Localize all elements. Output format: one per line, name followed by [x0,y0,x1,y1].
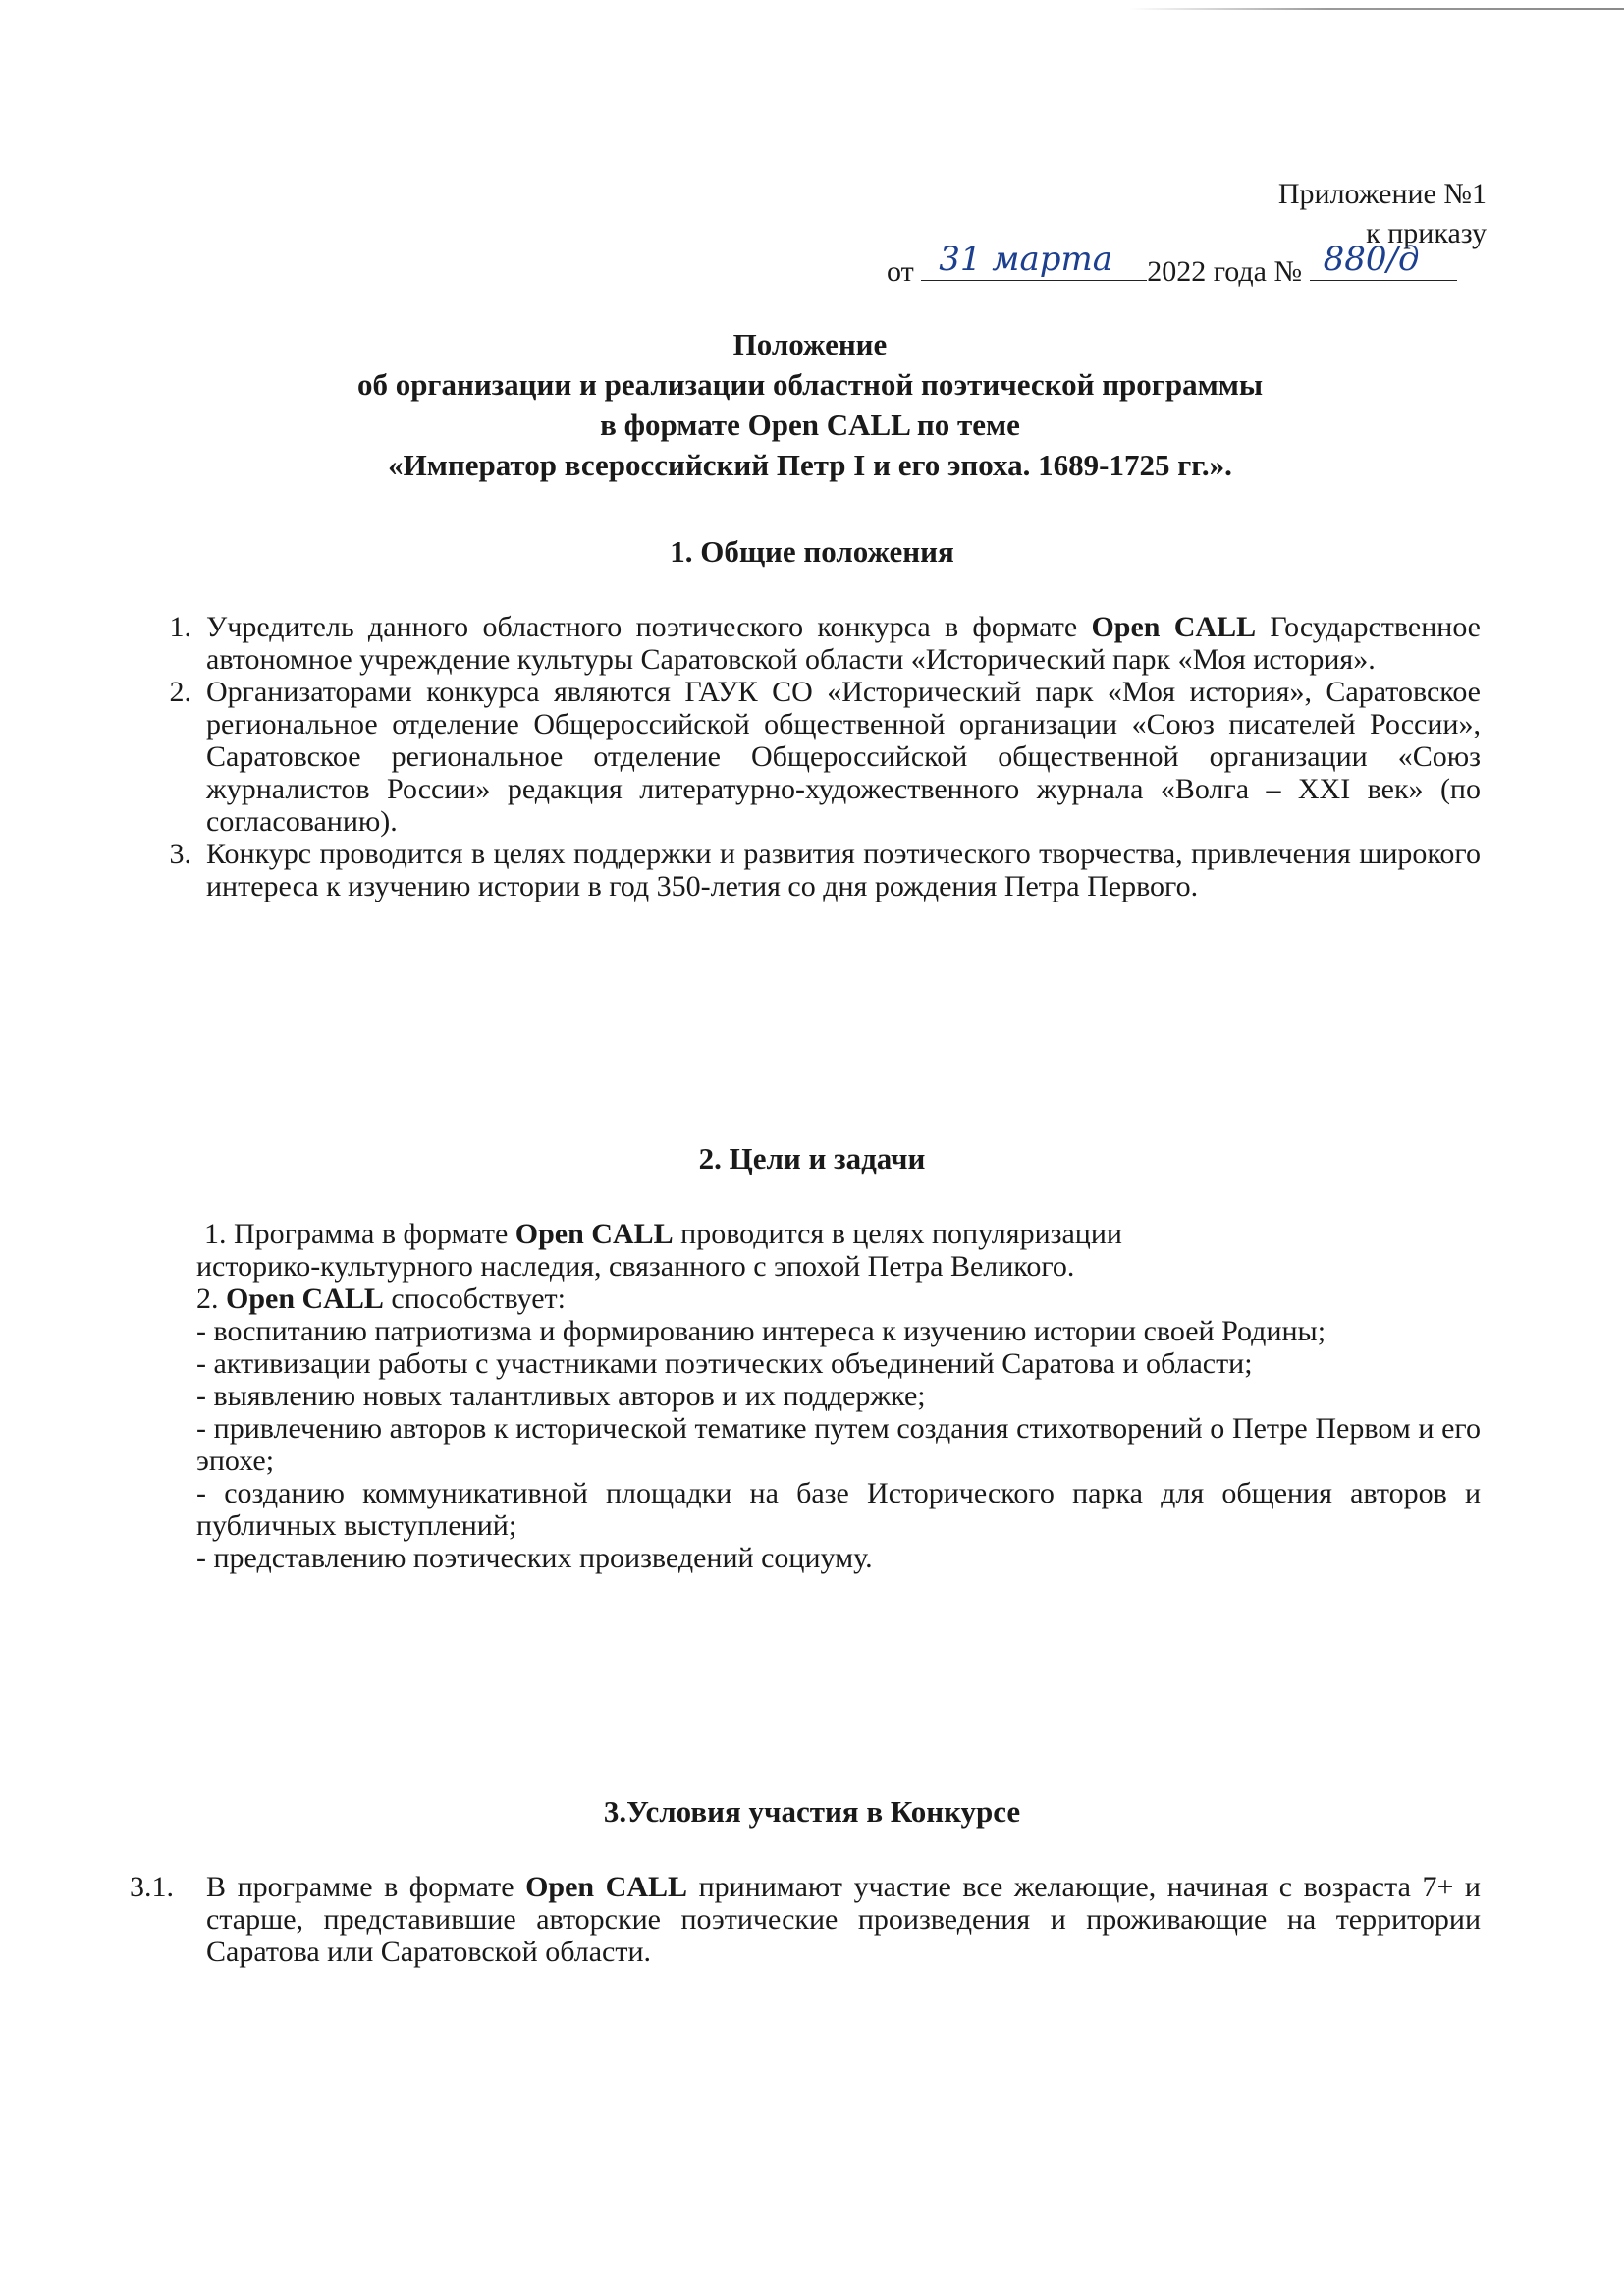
title-line-4: «Император всероссийский Петр I и его эпоха. 1689-1725 гг.». [388,448,1232,482]
p1-text-cont: проводится в целях популяризации [673,1218,1122,1250]
item-text: Организаторами конкурса являются ГАУК СО «Исторический парк «Моя история», Саратовское региональное отделение Общероссийской общественной организации «Союз писателей России», Саратовское региональное отделение Общероссийской общественной организации «Союз журналистов России» редакция литературно-художественного журнала «Волга – XXI век» (по согласованию). [206,676,1481,838]
number-blank [1310,240,1457,281]
p2-bold: Open CALL [226,1283,384,1315]
title-line-2: об организации и реализации областной поэтической программы [356,367,1264,402]
order-reference-line [887,240,1495,296]
bullet-item: - созданию коммуникативной площадки на базе Исторического парка для общения авторов и публичных выступлений; [196,1477,1481,1542]
item-text: Конкурс проводится в целях поддержки и развития поэтического творчества, привлечения широкого интереса к изучению истории в год 350-летия со дня рождения Петра Первого. [206,838,1481,902]
section-2-body [196,1218,1481,1574]
item-bold: Open CALL [1091,611,1257,643]
list-item [133,676,1481,838]
goal-paragraph-1-cont: историко-культурного наследия, связанного с эпохой Петра Великого. [196,1250,1075,1283]
p2-text-cont: способствует: [383,1283,567,1315]
p1-bold: Open CALL [514,1218,674,1250]
scan-edge-line [1129,8,1624,10]
item-number: 3. [169,838,191,870]
item-number: 3.1. [130,1871,174,1903]
item-number: 2. [169,676,191,708]
section-1-heading: 1. Общие положения [670,534,954,569]
item-bold: Open CALL [525,1871,688,1903]
section-2-heading: 2. Цели и задачи [698,1141,926,1175]
annex-line-1: Приложение №1 [1277,178,1487,210]
bullet-item: - представлению поэтических произведений социуму. [196,1542,873,1574]
p2-text: 2. [196,1283,226,1315]
section-3-heading: 3.Условия участия в Конкурсе [603,1794,1021,1829]
item-text: Учредитель данного областного поэтического конкурса в формате [206,611,1092,643]
bullet-item: - привлечению авторов к исторической тематике путем создания стихотворений о Петре Первом и его эпохе; [196,1412,1481,1477]
section-1-list [133,611,1481,902]
handwritten-number: 880/д [1323,240,1420,279]
from-label: от [887,255,914,288]
bullet-item: - воспитанию патриотизма и формированию интереса к изучению истории своей Родины; [196,1315,1326,1347]
title-line-1: Положение [732,327,888,361]
document-title [245,324,1375,485]
item-text-cont: принимают участие все желающие, начиная с возраста 7+ и старше, представившие авторские поэтические произведения и проживающие на территории Саратова или Саратовской области. [206,1871,1481,1968]
goal-paragraph-2 [196,1283,1481,1315]
item-number: 1. [169,611,191,643]
year-text: 2022 года № [1147,255,1303,288]
section-3-body [130,1871,1481,1968]
annex-line-2: к приказу [1366,217,1487,249]
bullet-item: - активизации работы с участниками поэтических объединений Саратова и области; [196,1347,1253,1380]
handwritten-date: 31 марта [939,240,1113,279]
title-line-3: в формате Open CALL по теме [600,408,1020,442]
date-blank [921,240,1147,281]
list-item [133,838,1481,902]
condition-item [130,1871,1481,1968]
p1-text: 1. Программа в формате [204,1218,515,1250]
goal-paragraph-1 [196,1218,1481,1250]
bullet-item: - выявлению новых талантливых авторов и их поддержке; [196,1380,926,1412]
item-text-cont: Государственное автономное учреждение культуры Саратовской области «Исторический парк «Моя история». [206,611,1481,676]
list-item [133,611,1481,676]
item-text: В программе в формате [206,1871,526,1903]
